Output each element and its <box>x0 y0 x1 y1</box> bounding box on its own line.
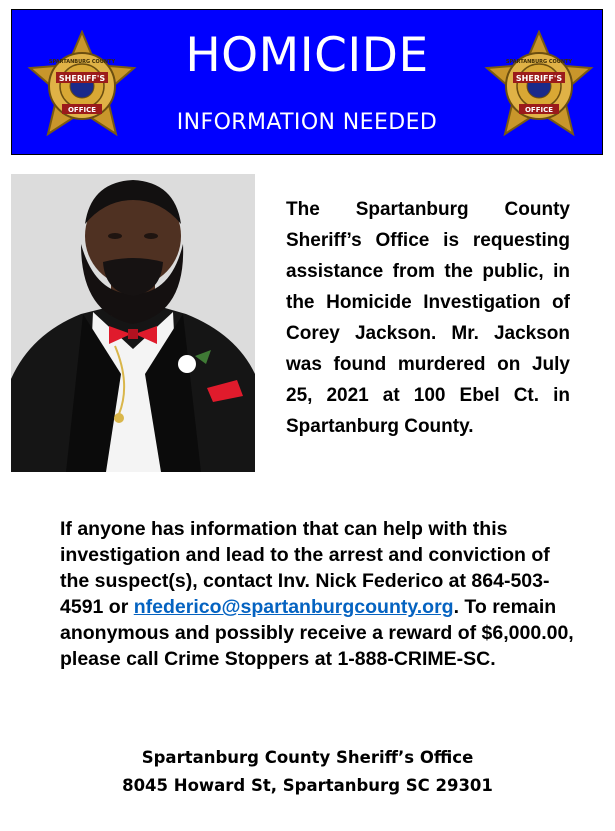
intro-paragraph: The Spartanburg County Sheriff’s Office is requesting assistance from the public, in the Homicide Investigation of Corey Jackson. Mr. Jackson was found murdered on July 25, 2021 at 100 Ebel Ct. in Spartanburg County. <box>286 199 570 437</box>
banner-title: HOMICIDE <box>185 28 429 83</box>
badge-sheriffs-text: SHERIFF'S <box>515 74 563 83</box>
badge-county-text: SPARTANBURG COUNTY <box>505 59 573 65</box>
badge-office-text: OFFICE <box>524 106 554 114</box>
banner-subtitle: INFORMATION NEEDED <box>176 110 438 135</box>
footer <box>0 744 615 800</box>
footer-office-name: Spartanburg County Sheriff’s Office <box>141 748 474 767</box>
email-link[interactable]: nfederico@spartanburgcounty.org <box>133 596 454 618</box>
victim-portrait <box>11 174 255 472</box>
badge-sheriffs-text: SHERIFF'S <box>58 74 106 83</box>
anonymous-text: . To remain anonymous and possibly receive a reward of $6,000.00, please call Crime Stoppers at 1-888-CRIME-SC. <box>60 596 574 670</box>
contact-text: If anyone has information that can help with this investigation and lead to the arrest and conviction of the suspect(s), contact Inv. Nick Federico at 864-503-4591 or <box>60 518 550 618</box>
header-banner <box>11 9 603 155</box>
badge-office-text: OFFICE <box>67 106 97 114</box>
badge-county-text: SPARTANBURG COUNTY <box>48 59 116 65</box>
sheriff-star-badge-icon <box>483 30 595 142</box>
footer-address: 8045 Howard St, Spartanburg SC 29301 <box>122 776 493 795</box>
victim-photo <box>11 174 255 472</box>
contact-paragraph <box>60 516 580 672</box>
